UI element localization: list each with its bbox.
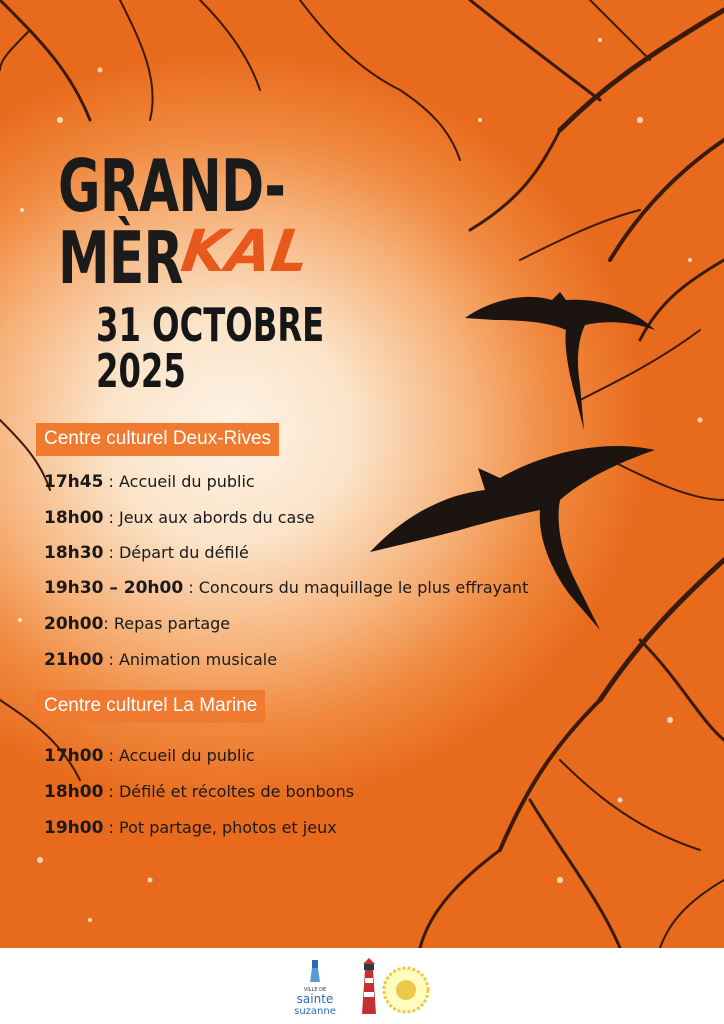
section-label-deux-rives: Centre culturel Deux-Rives	[36, 423, 279, 456]
ape-etoiles-marine-logo	[354, 956, 432, 1020]
schedule-item	[44, 543, 249, 563]
schedule-time: 21h00	[44, 650, 104, 670]
schedule-time: 18h30	[44, 543, 104, 563]
schedule-sep: :	[103, 650, 119, 669]
schedule-sep: :	[103, 614, 114, 633]
bat-silhouette-upper	[465, 292, 655, 430]
schedule-sep: :	[103, 543, 119, 562]
schedule-item	[44, 614, 230, 634]
svg-text:VILLE DE: VILLE DE	[303, 987, 327, 993]
schedule-sep: :	[183, 578, 199, 597]
schedule-desc: Animation musicale	[118, 650, 278, 669]
schedule-sep: :	[103, 782, 119, 801]
svg-text:suzanne: suzanne	[294, 1006, 336, 1017]
schedule-item	[44, 472, 255, 492]
footer-logos	[0, 948, 724, 1024]
schedule-sep: :	[103, 818, 119, 837]
schedule-time: 18h00	[44, 508, 104, 528]
schedule-time: 19h30 – 20h00	[44, 578, 184, 598]
schedule-item	[44, 508, 315, 528]
bat-silhouette-lower	[370, 446, 655, 630]
schedule-time: 17h00	[44, 746, 104, 766]
schedule-desc: Accueil du public	[118, 472, 255, 491]
sainte-suzanne-logo	[292, 958, 338, 1018]
schedule-sep: :	[103, 746, 119, 765]
poster-title: GRAND-MÈR	[58, 144, 286, 300]
schedule-desc: Départ du défilé	[118, 543, 249, 562]
schedule-desc: Repas partage	[113, 614, 231, 633]
schedule-time: 17h45	[44, 472, 104, 492]
poster-subtitle: KAL	[177, 217, 314, 285]
svg-text:sainte: sainte	[296, 992, 334, 1006]
lighthouse-icon	[362, 958, 376, 1014]
schedule-sep: :	[103, 472, 119, 491]
schedule-item	[44, 650, 277, 670]
schedule-desc: Jeux aux abords du case	[118, 508, 315, 527]
schedule-desc: Défilé et récoltes de bonbons	[118, 782, 355, 801]
schedule-item	[44, 578, 528, 598]
schedule-item	[44, 818, 337, 838]
schedule-desc: Concours du maquillage le plus effrayant	[198, 578, 529, 597]
schedule-sep: :	[103, 508, 119, 527]
schedule-item	[44, 746, 255, 766]
schedule-time: 19h00	[44, 818, 104, 838]
schedule-desc: Pot partage, photos et jeux	[118, 818, 337, 837]
schedule-desc: Accueil du public	[118, 746, 255, 765]
schedule-time: 20h00	[44, 614, 104, 634]
schedule-time: 18h00	[44, 782, 104, 802]
schedule-item	[44, 782, 354, 802]
event-date: 31 OCTOBRE 2025	[96, 298, 325, 398]
section-label-la-marine: Centre culturel La Marine	[36, 690, 265, 723]
